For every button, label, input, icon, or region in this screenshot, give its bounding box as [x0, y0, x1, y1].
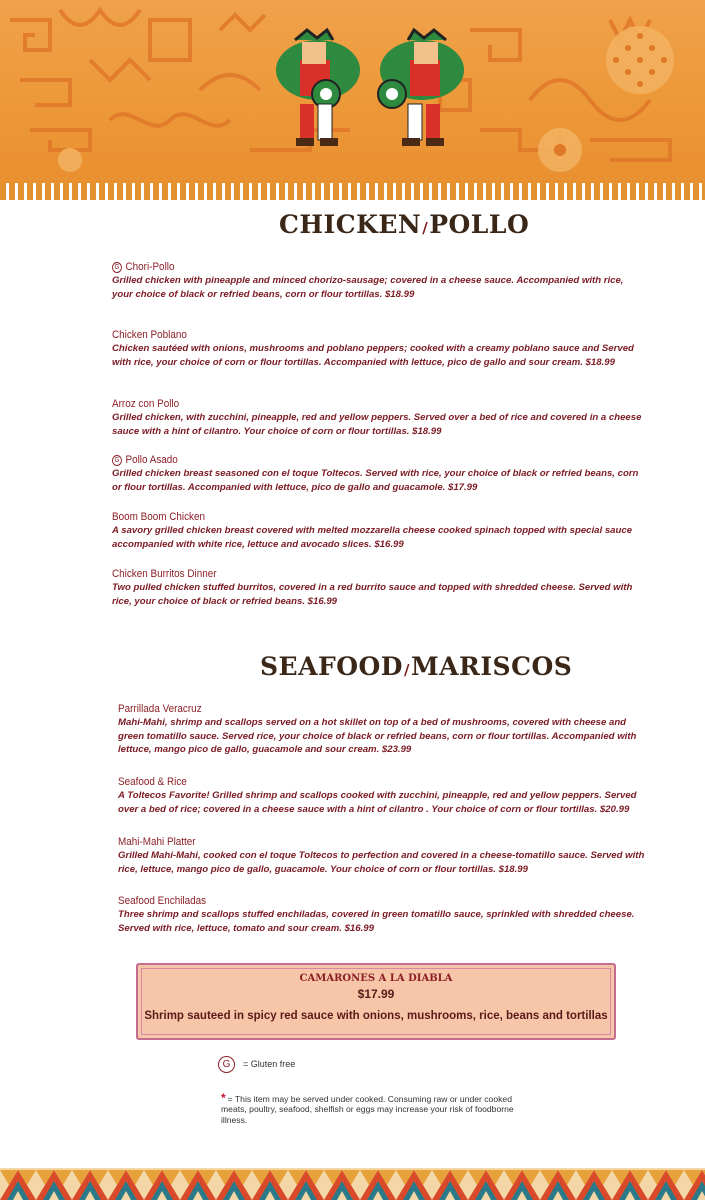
section-title-chicken-main: CHICKEN — [279, 210, 422, 239]
menu-item-name: Parrillada Veracruz — [118, 703, 202, 715]
section-title-seafood — [260, 652, 572, 681]
featured-special-price: $17.99 — [357, 987, 395, 1001]
featured-special-description: Shrimp sauteed in spicy red sauce with onions, mushrooms, rice, beans and tortillas — [144, 1010, 608, 1022]
featured-special-title: CAMARONES A LA DIABLA — [299, 973, 453, 984]
menu-item — [112, 453, 642, 494]
aztec-pattern-art — [0, 0, 705, 185]
menu-item-description: Grilled chicken, with zucchini, pineapple, red and yellow peppers. Served over a bed of rice and covered in a cheese sauce with a hint of cilantro. Your choice of corn or flour tortillas. $18.99 — [112, 412, 642, 437]
gluten-free-icon: G — [112, 455, 122, 466]
section-title-seafood-sub: MARISCOS — [410, 652, 573, 681]
undercooked-warning — [221, 1093, 521, 1125]
menu-item — [118, 775, 648, 816]
menu-item-description: Grilled Mahi-Mahi, cooked con el toque Toltecos to perfection and covered in a cheese-tomatillo sauce. Served with rice, lettuce, mango pico de gallo, guacamole. Your choice of corn or flour tortillas. $18.99 — [118, 850, 645, 875]
menu-item-name: Arroz con Pollo — [112, 398, 180, 410]
menu-item-name — [112, 260, 589, 274]
menu-item — [112, 260, 642, 301]
menu-item — [118, 894, 648, 935]
aztec-warrior-right-icon — [378, 30, 464, 146]
gluten-free-legend-text: = Gluten free — [243, 1059, 296, 1069]
menu-item-description: A savory grilled chicken breast covered with melted mozzarella cheese cooked spinach topped with special sauce accompanied with white rice, lettuce and avocado slices. $16.99 — [112, 525, 633, 550]
banner-fringe — [0, 183, 705, 200]
undercooked-warning-text: = This item may be served under cooked. Consuming raw or under cooked meats, poultry, seafood, shelfish or eggs may increase your risk of foodborne illness. — [221, 1094, 514, 1125]
featured-special-box — [136, 963, 616, 1040]
menu-item-description: Grilled chicken breast seasoned con el toque Toltecos. Served with rice, your choice of black or refried beans, corn or flour tortillas. Accompanied with lettuce, pico de gallo and guacamole. $17.99 — [112, 468, 639, 493]
menu-item-name: Mahi-Mahi Platter — [118, 836, 196, 848]
footer-pattern-band — [0, 1168, 705, 1200]
menu-item-name: Chicken Poblano — [112, 329, 187, 341]
menu-item — [112, 397, 642, 438]
menu-item-name: Seafood & Rice — [118, 776, 187, 788]
asterisk-icon: * — [221, 1091, 226, 1105]
gluten-free-legend-icon: G — [218, 1056, 235, 1073]
menu-item — [118, 702, 648, 757]
menu-item-description: Two pulled chicken stuffed burritos, covered in a red burrito sauce and topped with shredded cheese. Served with rice, your choice of black or refried beans. $16.99 — [112, 582, 633, 607]
menu-item-name: Boom Boom Chicken — [112, 511, 205, 523]
menu-item — [118, 835, 648, 876]
menu-item-description: Mahi-Mahi, shrimp and scallops served on a hot skillet on top of a bed of mushrooms, covered with cheese and green tomatillo sauce. Served rice, your choice of black or refried beans, corn or flour tortillas. Accompanied with lettuce, mango pico de gallo, guacamole and sour cream. $23.99 — [118, 717, 637, 756]
section-title-chicken — [279, 210, 529, 239]
menu-item-name: Chicken Burritos Dinner — [112, 568, 217, 580]
menu-item-name — [112, 453, 589, 467]
header-banner — [0, 0, 705, 185]
section-title-chicken-sub: POLLO — [429, 210, 530, 239]
menu-item-name: Seafood Enchiladas — [118, 895, 207, 907]
menu-item — [112, 567, 642, 608]
menu-item-description: Chicken sautéed with onions, mushrooms and poblano peppers; cooked with a creamy poblano sauce and Served with rice, your choice of corn or flour tortillas. Accompanied with lettuce, pico de gallo and sour cream. $18.99 — [112, 343, 634, 368]
menu-item — [112, 510, 642, 551]
section-title-seafood-slash: / — [404, 661, 410, 679]
menu-item-description: A Toltecos Favorite! Grilled shrimp and scallops cooked with zucchini, pineapple, red and yellow peppers. Served over a bed of rice; covered in a cheese sauce with a hint of cilantro . Your choice of corn or flour tortillas. $20.99 — [118, 790, 637, 815]
menu-item — [112, 328, 642, 369]
gluten-free-icon: G — [112, 262, 122, 273]
section-title-seafood-main: SEAFOOD — [260, 652, 403, 681]
menu-item-description: Three shrimp and scallops stuffed enchiladas, covered in green tomatillo sauce, sprinkled with shredded cheese. Served with rice, lettuce, tomato and sour cream. $16.99 — [118, 909, 635, 934]
menu-item-title: Pollo Asado — [125, 454, 178, 466]
section-title-chicken-slash: / — [422, 219, 429, 237]
menu-item-title: Chori-Pollo — [125, 261, 175, 273]
menu-item-description: Grilled chicken with pineapple and minced chorizo-sausage; covered in a cheese sauce. Accompanied with rice, your choice of black or refried beans, corn or flour tortillas. $18.99 — [112, 275, 624, 300]
